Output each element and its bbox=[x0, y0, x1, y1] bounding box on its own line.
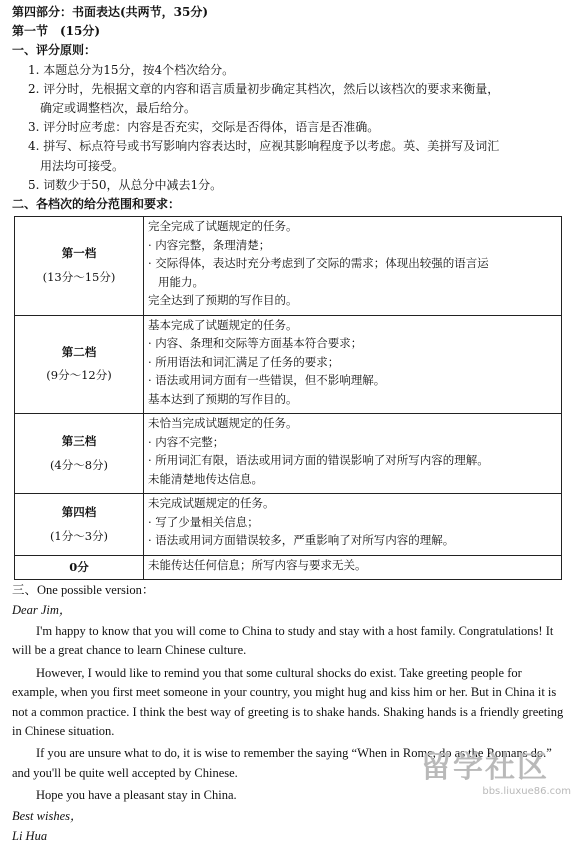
watermark-logo-text: 留学社区 bbox=[421, 750, 549, 785]
grade-range: (1分～3分) bbox=[49, 528, 109, 543]
essay-salutation: Dear Jim， bbox=[12, 603, 72, 618]
grade-cell bbox=[15, 217, 144, 316]
grade-label: 第二档 bbox=[61, 344, 97, 359]
document-page bbox=[12, 4, 567, 848]
table-row bbox=[15, 217, 562, 316]
requirement-line: · 语法或用词方面错误较多，严重影响了对所写内容的理解。 bbox=[148, 533, 455, 548]
site-watermark bbox=[421, 751, 571, 803]
grade-range: (13分～15分) bbox=[42, 269, 116, 284]
grade-cell bbox=[15, 315, 144, 414]
requirement-line: 未恰当完成试题规定的任务。 bbox=[148, 416, 298, 431]
essay-closing: Best wishes， bbox=[12, 809, 83, 824]
requirement-line: · 所用词汇有限，语法或用词方面的错误影响了对所写内容的理解。 bbox=[148, 453, 489, 468]
requirement-line: 未能传达任何信息；所写内容与要求无关。 bbox=[148, 557, 367, 572]
watermark-url: bbs.liuxue86.com bbox=[482, 786, 571, 797]
requirement-line: · 语法或用词方面有一些错误，但不影响理解。 bbox=[148, 373, 386, 388]
grade-cell bbox=[15, 555, 144, 580]
essay-paragraph: I'm happy to know that you will come to China to study and stay with a host family. Congratulations! It will be a great chance to learn Chinese culture. bbox=[12, 624, 554, 658]
grade-label: 第四档 bbox=[61, 505, 97, 520]
essay-signature: Li Hua bbox=[12, 829, 48, 844]
essay-paragraph: However, I would like to remind you that some cultural shocks do exist. Take greeting people for example, when you first meet someone in your country, you might hug and kiss him or her. But in China it is not a common practice. I think the best way of greeting is to shake hands. Shaking hands is a friendly greeting in Chinese situation. bbox=[12, 665, 564, 738]
table-row bbox=[15, 555, 562, 580]
principle-item: 4. 拼写、标点符号或书写影响内容表达时，应视其影响程度予以考虑。英、美拼写及词汇 bbox=[28, 139, 500, 154]
requirement-line: · 内容不完整； bbox=[148, 434, 225, 449]
principle-item: 5. 词数少于50，从总分中减去1分。 bbox=[28, 177, 223, 192]
requirement-line: 基本完成了试题规定的任务。 bbox=[148, 317, 298, 332]
principle-item: 2. 评分时，先根据文章的内容和语言质量初步确定其档次，然后以该档次的要求来衡量， bbox=[28, 81, 500, 96]
requirement-cell bbox=[144, 217, 562, 316]
requirement-line: · 内容、条理和交际等方面基本符合要求； bbox=[148, 336, 363, 351]
grade-label: 0分 bbox=[69, 559, 89, 574]
requirement-line: 未完成试题规定的任务。 bbox=[148, 496, 275, 511]
principle-item: 用法均可接受。 bbox=[40, 158, 125, 173]
grade-cell bbox=[15, 494, 144, 556]
table-row bbox=[15, 315, 562, 414]
grade-cell bbox=[15, 414, 144, 494]
table-row bbox=[15, 414, 562, 494]
requirement-line: 完全达到了预期的写作目的。 bbox=[148, 293, 298, 308]
principle-item: 1. 本题总分为15分，按4个档次给分。 bbox=[28, 62, 235, 77]
sample-essay bbox=[12, 582, 567, 845]
requirement-cell bbox=[144, 555, 562, 580]
principle-item: 3. 评分时应考虑：内容是否充实，交际是否得体，语言是否准确。 bbox=[28, 120, 380, 135]
requirement-cell bbox=[144, 315, 562, 414]
scoring-table bbox=[14, 216, 562, 580]
section-title: 第一节 (15分) bbox=[12, 24, 101, 39]
requirement-cell bbox=[144, 494, 562, 556]
essay-heading: 三、One possible version： bbox=[12, 583, 155, 598]
essay-paragraph: Hope you have a pleasant stay in China. bbox=[36, 788, 237, 803]
grade-label: 第三档 bbox=[61, 434, 97, 449]
requirement-cell bbox=[144, 414, 562, 494]
part-title: 第四部分：书面表达(共两节，35分) bbox=[12, 5, 209, 19]
table-row bbox=[15, 494, 562, 556]
grade-range: (9分～12分) bbox=[46, 368, 112, 383]
requirement-line: · 所用语法和词汇满足了任务的要求； bbox=[148, 354, 340, 369]
grade-range: (4分～8分) bbox=[49, 457, 109, 472]
requirement-line: · 内容完整，条理清楚； bbox=[148, 237, 271, 252]
principle-item: 确定或调整档次，最后给分。 bbox=[40, 100, 197, 115]
essay-paragraph: If you are unsure what to do, it is wise to remember the saying “When in Rome, do as the Romans do.” and you'll be quite well accepted by Chinese. bbox=[12, 746, 552, 780]
requirement-line: 完全完成了试题规定的任务。 bbox=[148, 219, 298, 234]
requirement-line: · 交际得体，表达时充分考虑到了交际的需求；体现出较强的语言运 bbox=[148, 256, 489, 271]
requirement-line: 未能清楚地传达信息。 bbox=[148, 471, 263, 486]
principles-heading: 一、评分原则： bbox=[12, 43, 97, 58]
ranges-heading: 二、各档次的给分范围和要求： bbox=[12, 196, 181, 211]
requirement-line: · 写了少量相关信息； bbox=[148, 514, 259, 529]
requirement-line: 基本达到了预期的写作目的。 bbox=[148, 391, 298, 406]
grade-label: 第一档 bbox=[61, 246, 97, 261]
requirement-line: 用能力。 bbox=[158, 274, 204, 289]
